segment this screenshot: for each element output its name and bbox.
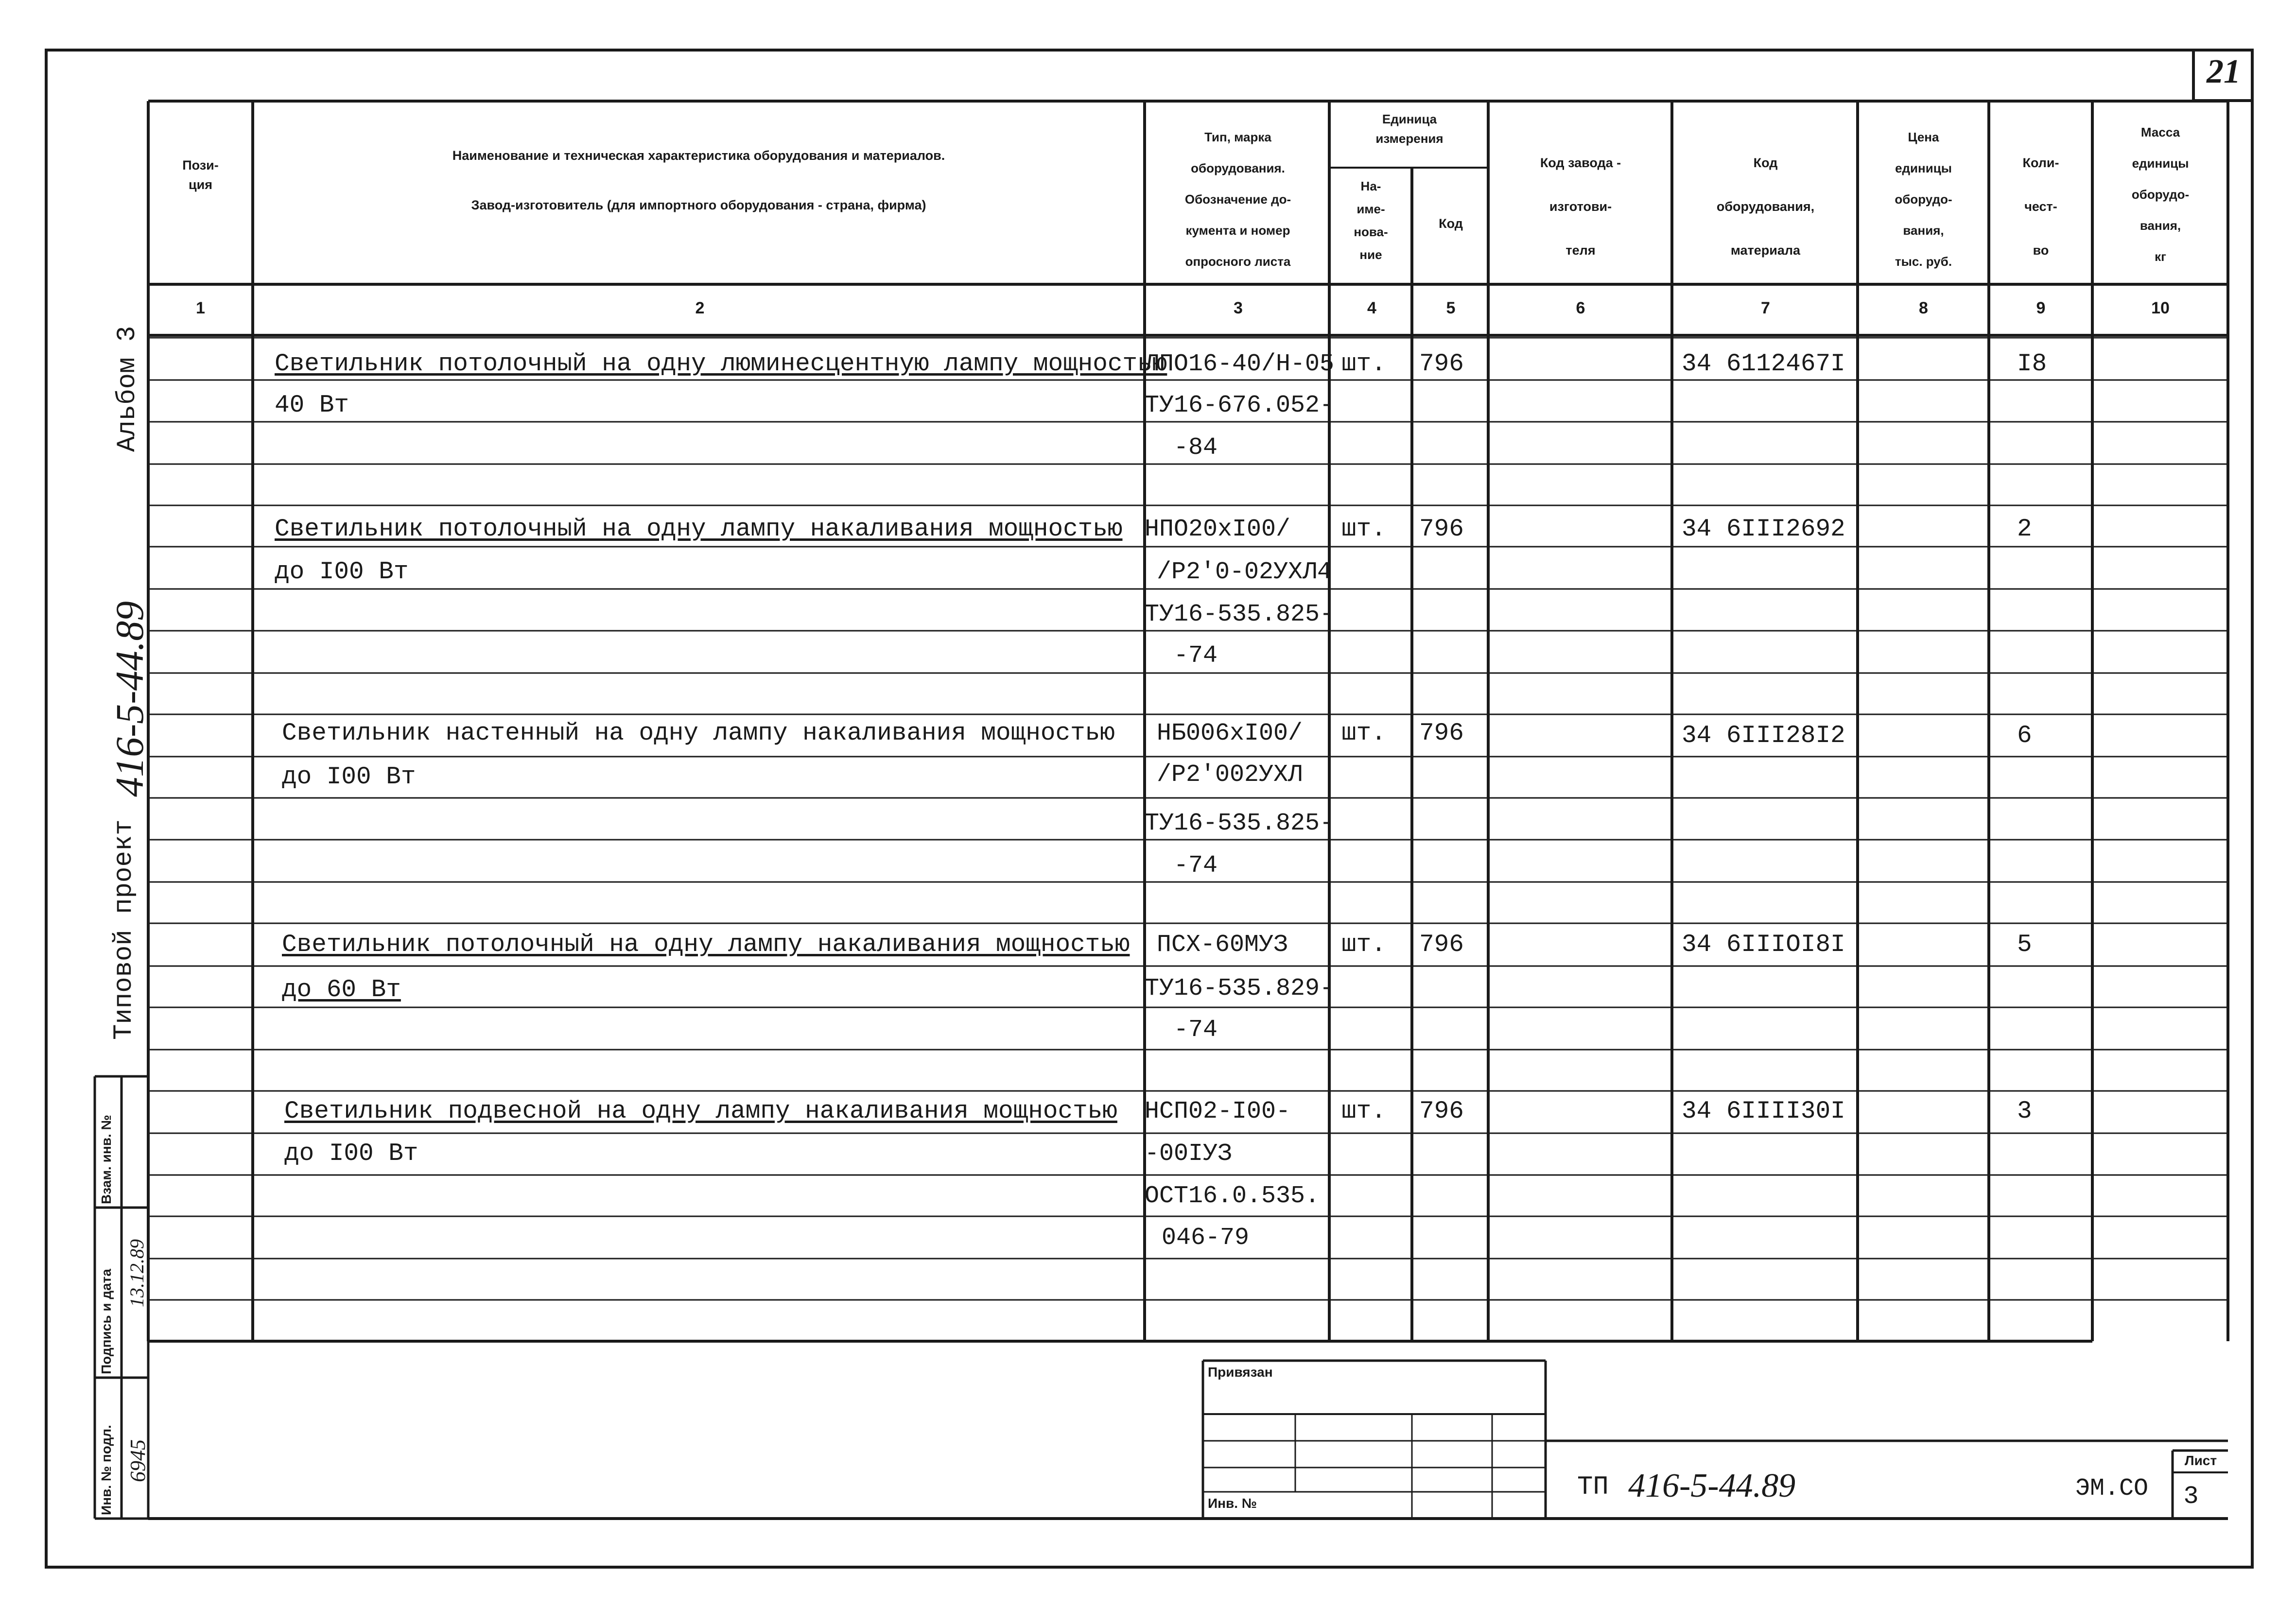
row-1-unit-code: 796 bbox=[1419, 350, 1464, 378]
colnum-5: 5 bbox=[1446, 299, 1456, 317]
row-4-name-line-2: до 60 Вт bbox=[282, 976, 401, 1004]
row-1-type-line-2: ТУ16-676.052- bbox=[1145, 392, 1335, 419]
side-project-number: 416-5-44.89 bbox=[107, 601, 152, 797]
row-5-quantity: 3 bbox=[2017, 1098, 2032, 1125]
row-3-type-line-2: /Р2'002УХЛ bbox=[1157, 761, 1303, 789]
row-1-name-line-2: 40 Вт bbox=[275, 392, 349, 419]
row-5-type-line-2: -00IУЗ bbox=[1145, 1140, 1233, 1168]
title-doc-code: ЭМ.СО bbox=[2075, 1475, 2149, 1503]
row-4-unit-code: 796 bbox=[1419, 931, 1464, 959]
row-5-type-line-1: НСП02-I00- bbox=[1145, 1098, 1291, 1125]
row-2-unit: шт. bbox=[1341, 516, 1386, 543]
row-3-quantity: 6 bbox=[2017, 722, 2032, 750]
header-equipment-code: Код оборудования, материала bbox=[1716, 156, 1815, 258]
row-4-unit: шт. bbox=[1341, 931, 1386, 959]
title-inv-no: Инв. № bbox=[1208, 1496, 1257, 1511]
side-project-label: Типовой проект bbox=[109, 819, 139, 1040]
row-2-type-line-2: /Р2'0-02УХЛ4 bbox=[1157, 558, 1332, 586]
colnum-9: 9 bbox=[2036, 299, 2046, 317]
row-3-type-line-1: НБ006хI00/ bbox=[1157, 720, 1303, 747]
row-1-name-line-1: Светильник потолочный на одну люминесцентную лампу мощностью bbox=[275, 350, 1167, 378]
row-5-name-line-1: Светильник подвесной на одну лампу накаливания мощностью bbox=[284, 1098, 1117, 1125]
side-album: Альбом 3 bbox=[113, 326, 142, 452]
header-name-line2: Завод-изготовитель (для импортного оборудования - страна, фирма) bbox=[471, 198, 926, 212]
row-4-type-line-2: ТУ16-535.829- bbox=[1145, 975, 1335, 1002]
row-3-type-line-3: ТУ16-535.825- bbox=[1145, 810, 1335, 837]
row-2-name-line-2: до I00 Вт bbox=[275, 558, 409, 586]
header-unit-code: Код bbox=[1439, 216, 1463, 231]
header-plant-code: Код завода - изготови- теля bbox=[1540, 156, 1621, 258]
header-mass: Масса единицы оборудо- вания, кг bbox=[2131, 125, 2190, 264]
stamp-inv-podl-value: 6945 bbox=[126, 1439, 150, 1482]
row-4-equipment-code: 34 6IIIOI8I bbox=[1682, 931, 1845, 959]
header-unit-name: На- име- нова- ние bbox=[1354, 179, 1388, 262]
row-3-unit: шт. bbox=[1341, 720, 1386, 747]
row-4-quantity: 5 bbox=[2017, 931, 2032, 959]
row-5-equipment-code: 34 6IIII30I bbox=[1682, 1098, 1845, 1125]
row-3-equipment-code: 34 6III28I2 bbox=[1682, 722, 1845, 750]
row-4-type-line-3: -74 bbox=[1174, 1016, 1218, 1044]
stamp-podpis-value: 13.12.89 bbox=[126, 1239, 148, 1307]
colnum-1: 1 bbox=[196, 299, 205, 317]
row-5-unit: шт. bbox=[1341, 1098, 1386, 1125]
colnum-8: 8 bbox=[1919, 299, 1928, 317]
row-2-unit-code: 796 bbox=[1419, 516, 1464, 543]
colnum-10: 10 bbox=[2151, 299, 2170, 317]
header-price: Цена единицы оборудо- вания, тыс. руб. bbox=[1895, 130, 1952, 269]
header-type: Тип, марка оборудования. Обозначение до- кумента и номер опросного листа bbox=[1184, 130, 1291, 269]
colnum-4: 4 bbox=[1367, 299, 1376, 317]
colnum-3: 3 bbox=[1234, 299, 1243, 317]
colnum-2: 2 bbox=[695, 299, 705, 317]
header-unit-group: Единица измерения bbox=[1375, 112, 1444, 146]
title-privyazan: Привязан bbox=[1208, 1365, 1273, 1380]
row-2-equipment-code: 34 6III2692 bbox=[1682, 516, 1845, 543]
row-1-type-line-1: ЛПО16-40/Н-05 bbox=[1145, 350, 1335, 378]
row-1-equipment-code: 34 6112467I bbox=[1682, 350, 1845, 378]
title-sheet-value: 3 bbox=[2183, 1482, 2199, 1511]
stamp-inv-podl: Инв. № подл. bbox=[99, 1425, 114, 1515]
header-quantity: Коли- чест- во bbox=[2022, 156, 2059, 258]
stamp-vzam-inv: Взам. инв. № bbox=[99, 1115, 114, 1204]
row-3-type-line-4: -74 bbox=[1174, 852, 1218, 880]
row-3-name-line-2: до I00 Вт bbox=[282, 763, 416, 791]
row-2-type-line-3: ТУ16-535.825- bbox=[1145, 601, 1335, 628]
header-position: Пози- ция bbox=[182, 158, 219, 192]
title-tp-code: 416-5-44.89 bbox=[1628, 1467, 1796, 1504]
page-number: 21 bbox=[2207, 53, 2241, 90]
row-1-quantity: I8 bbox=[2017, 350, 2047, 378]
row-5-type-line-3: ОСТ16.0.535. bbox=[1145, 1182, 1320, 1210]
title-sheet-label: Лист bbox=[2184, 1453, 2217, 1468]
row-2-name-line-1: Светильник потолочный на одну лампу накаливания мощностью bbox=[275, 516, 1123, 543]
row-2-type-line-1: НПО20хI00/ bbox=[1145, 516, 1291, 543]
row-3-name-line-1: Светильник настенный на одну лампу накаливания мощностью bbox=[282, 720, 1115, 747]
title-tp-prefix: ТП bbox=[1577, 1472, 1609, 1502]
colnum-7: 7 bbox=[1761, 299, 1770, 317]
row-4-name-line-1: Светильник потолочный на одну лампу накаливания мощностью bbox=[282, 931, 1130, 959]
row-4-type-line-1: ПСХ-60МУЗ bbox=[1157, 931, 1288, 959]
row-2-quantity: 2 bbox=[2017, 516, 2032, 543]
stamp-podpis-data: Подпись и дата bbox=[99, 1269, 114, 1374]
header-name-line1: Наименование и техническая характеристика оборудования и материалов. bbox=[452, 148, 945, 163]
row-5-name-line-2: до I00 Вт bbox=[284, 1140, 418, 1168]
row-1-type-line-3: -84 bbox=[1174, 434, 1218, 462]
row-5-unit-code: 796 bbox=[1419, 1098, 1464, 1125]
row-3-unit-code: 796 bbox=[1419, 720, 1464, 747]
row-2-type-line-4: -74 bbox=[1174, 642, 1218, 670]
row-1-unit: шт. bbox=[1341, 350, 1386, 378]
row-5-type-line-4: 046-79 bbox=[1162, 1224, 1250, 1252]
colnum-6: 6 bbox=[1576, 299, 1585, 317]
